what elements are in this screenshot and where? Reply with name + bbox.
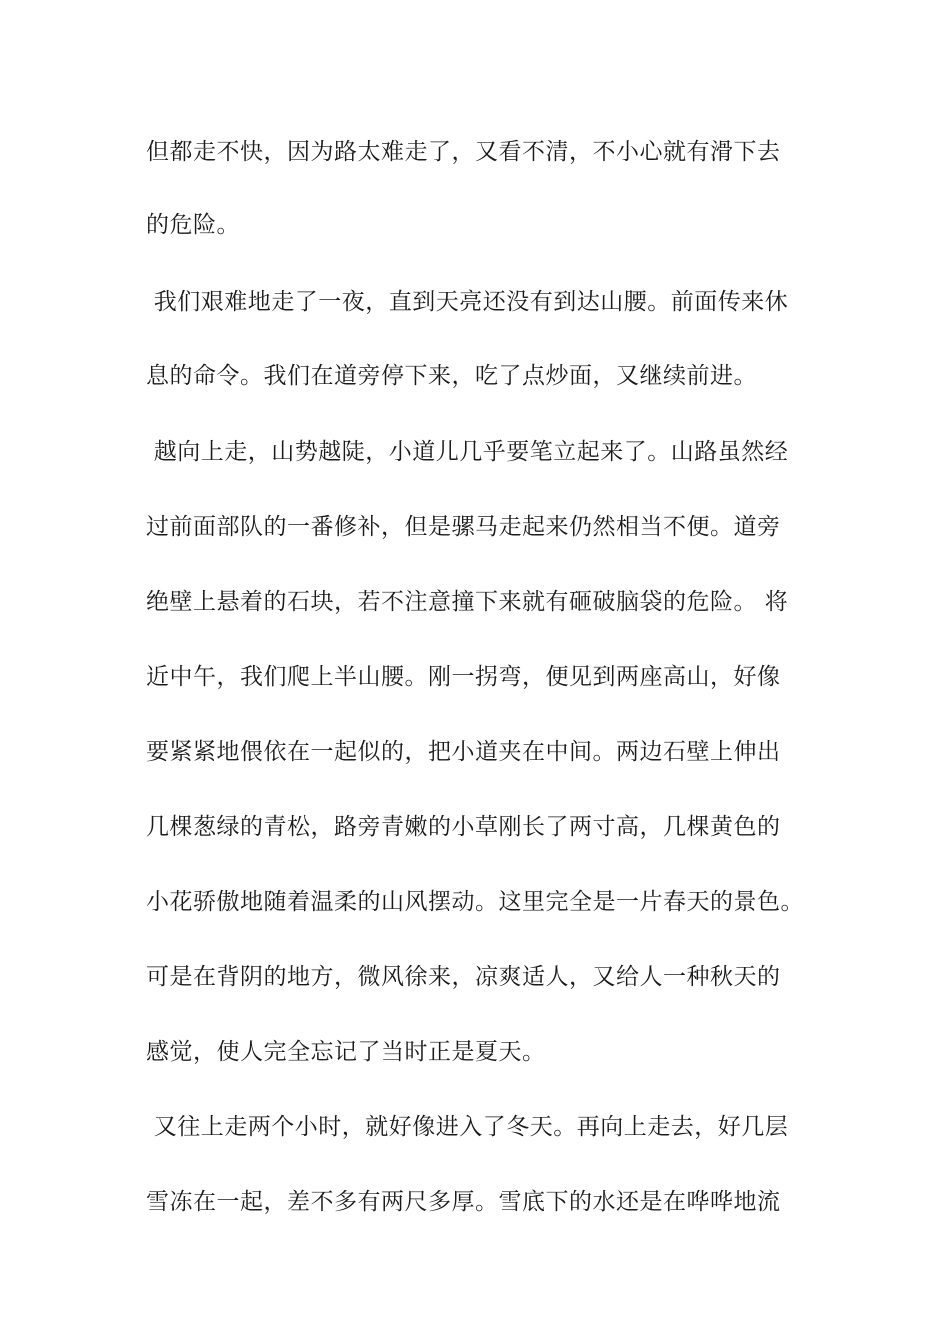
text-line: 几棵葱绿的青松，路旁青嫩的小草刚长了两寸高，几棵黄色的: [146, 814, 781, 840]
text-line: 感觉，使人完全忘记了当时正是夏天。: [146, 1039, 546, 1065]
text-line: 可是在背阴的地方，微风徐来，凉爽适人，又给人一种秋天的: [146, 964, 781, 990]
text-line: 小花骄傲地随着温柔的山风摆动。这里完全是一片春天的景色。: [146, 889, 804, 915]
text-line: 越向上走，山势越陡，小道儿几乎要笔立起来了。山路虽然经: [146, 439, 789, 465]
text-line: 要紧紧地偎依在一起似的，把小道夹在中间。两边石壁上伸出: [146, 739, 781, 765]
text-line: 雪冻在一起，差不多有两尺多厚。雪底下的水还是在哗哗地流: [146, 1189, 781, 1215]
text-line: 的危险。: [146, 212, 240, 238]
text-line: 但都走不快，因为路太难走了，又看不清，不小心就有滑下去: [146, 139, 781, 165]
text-line: 我们艰难地走了一夜，直到天亮还没有到达山腰。前面传来休: [146, 289, 789, 315]
text-line: 又往上走两个小时，就好像进入了冬天。再向上走去，好几层: [146, 1114, 789, 1140]
text-line: 绝壁上悬着的石块，若不注意撞下来就有砸破脑袋的危险。 将: [146, 589, 789, 615]
text-line: 息的命令。我们在道旁停下来，吃了点炒面，又继续前进。: [146, 363, 757, 389]
text-line: 近中午，我们爬上半山腰。刚一拐弯，便见到两座高山，好像: [146, 664, 781, 690]
text-line: 过前面部队的一番修补，但是骡马走起来仍然相当不便。道旁: [146, 514, 781, 540]
